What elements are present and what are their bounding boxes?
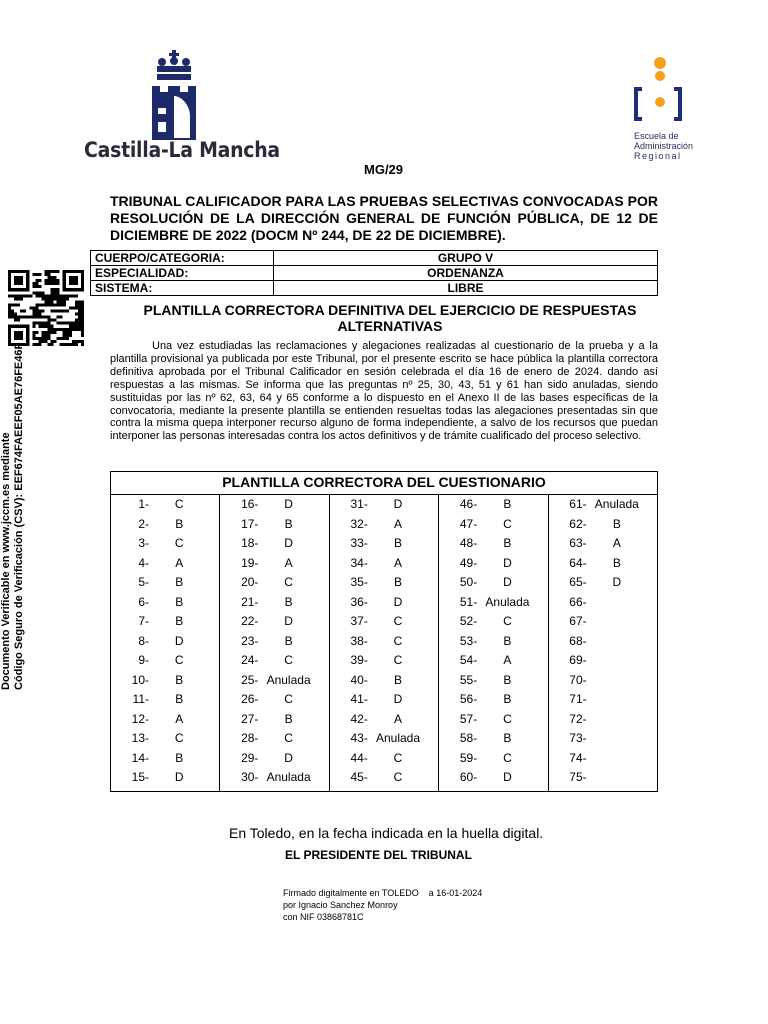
question-number: 75- <box>569 770 587 784</box>
question-number: 1- <box>138 497 149 511</box>
answer-row <box>330 671 438 691</box>
answer-value: D <box>393 497 403 511</box>
answer-row <box>439 495 547 515</box>
answer-value: C <box>503 614 512 628</box>
question-number: 45- <box>350 770 368 784</box>
answer-value: B <box>503 633 512 648</box>
answer-value: B <box>394 672 403 687</box>
answer-value <box>589 671 657 691</box>
answer-value: D <box>284 497 293 511</box>
answer-value: Anulada <box>266 770 311 784</box>
signature-line: con NIF 03868781C <box>283 912 364 922</box>
question-number: 47- <box>459 516 478 531</box>
answer-row <box>111 671 219 691</box>
question-number: 73- <box>569 731 587 745</box>
answer-value: C <box>393 653 403 667</box>
answer-value: B <box>284 516 293 531</box>
question-number: 69- <box>569 653 587 667</box>
question-number: 71- <box>569 692 587 706</box>
question-number: 50- <box>459 575 478 589</box>
question-number: 55- <box>459 672 478 687</box>
signature-line <box>283 887 482 899</box>
question-number: 40- <box>350 672 368 687</box>
answer-value: A <box>612 536 621 550</box>
question-number: 56- <box>459 692 478 706</box>
answer-row <box>549 632 657 652</box>
answer-row <box>111 768 219 788</box>
answer-row <box>220 749 328 769</box>
answer-value: C <box>393 770 403 784</box>
answer-row <box>549 651 657 671</box>
question-number: 4- <box>138 555 149 570</box>
answer-row <box>330 632 438 652</box>
answer-value <box>589 612 657 632</box>
answer-value: D <box>174 770 184 784</box>
question-number: 32- <box>350 516 368 531</box>
answer-row <box>549 573 657 593</box>
question-number: 3- <box>138 536 149 550</box>
question-number: 5- <box>138 575 149 589</box>
answer-value: D <box>284 750 293 765</box>
answer-column <box>220 495 329 791</box>
answer-row <box>330 593 438 613</box>
answer-value: B <box>612 516 621 531</box>
answer-row <box>111 690 219 710</box>
question-number: 20- <box>241 575 259 589</box>
question-number: 59- <box>459 750 478 765</box>
question-number: 70- <box>569 672 587 687</box>
answer-value: B <box>503 536 512 550</box>
answer-row <box>220 612 328 632</box>
answer-row <box>330 612 438 632</box>
question-number: 7- <box>138 614 149 628</box>
escuela-administracion-logo <box>626 55 694 167</box>
answer-row <box>549 593 657 613</box>
answer-value: B <box>503 731 512 745</box>
answer-value: B <box>503 497 512 511</box>
answer-value <box>589 768 657 788</box>
answer-value: B <box>175 575 184 589</box>
answer-row <box>220 573 328 593</box>
document-title: TRIBUNAL CALIFICADOR PARA LAS PRUEBAS SELECTIVAS CONVOCADAS POR RESOLUCIÓN DE LA DIRECCIÓN GENERAL DE FUNCIÓN PÚBLICA, DE 12 DE DICIEMBRE DE 2022 (DOCM Nº 244, DE 22 DE DICIEMBRE). <box>110 193 658 243</box>
answer-row <box>330 534 438 554</box>
answer-value: A <box>284 555 293 570</box>
info-value: GRUPO V <box>274 251 658 266</box>
answer-value: Anulada <box>594 497 639 511</box>
answer-value: D <box>174 633 184 648</box>
answer-row <box>220 515 328 535</box>
question-number: 44- <box>350 750 368 765</box>
answer-row <box>111 651 219 671</box>
question-number: 49- <box>459 555 478 570</box>
verification-sidebar <box>0 342 40 690</box>
answer-row <box>111 573 219 593</box>
answer-value: D <box>284 614 293 628</box>
ear-emblem-icon <box>630 55 686 127</box>
section-title: PLANTILLA CORRECTORA DEFINITIVA DEL EJERCICIO DE RESPUESTAS ALTERNATIVAS <box>143 302 637 334</box>
question-number: 11- <box>132 692 149 706</box>
info-label: ESPECIALIDAD: <box>91 266 274 281</box>
answer-row <box>220 495 328 515</box>
answer-value: B <box>503 692 512 706</box>
answer-row <box>439 729 547 749</box>
signature-date: a 16-01-2024 <box>428 888 483 898</box>
answer-value: C <box>174 497 184 511</box>
answer-value: Anulada <box>375 731 421 745</box>
logo-wordmark: Castilla-La Mancha <box>84 138 280 162</box>
answer-value: B <box>175 614 184 628</box>
question-number: 64- <box>569 555 587 570</box>
verification-line-2: Código Seguro de Verificación (CSV): EEF674FAEEF05AE76FE46F <box>13 342 25 690</box>
answer-row <box>549 612 657 632</box>
answer-value: D <box>612 575 622 589</box>
question-number: 57- <box>459 711 478 726</box>
question-number: 61- <box>569 497 587 511</box>
question-number: 23- <box>241 633 259 648</box>
question-number: 60- <box>459 770 478 784</box>
answer-value: A <box>394 555 403 570</box>
document-code: MG/29 <box>364 162 404 177</box>
question-number: 8- <box>138 633 149 648</box>
question-number: 12- <box>131 711 149 726</box>
answer-value: C <box>503 750 512 765</box>
answer-value: B <box>175 594 184 609</box>
question-number: 36- <box>350 594 368 609</box>
question-number: 2- <box>138 516 149 531</box>
answer-row <box>549 749 657 769</box>
question-number: 46- <box>459 497 478 511</box>
question-number: 65- <box>569 575 587 589</box>
answer-value: A <box>503 653 512 667</box>
table-row <box>91 251 658 266</box>
info-value: LIBRE <box>274 281 658 296</box>
answer-value: A <box>175 711 184 726</box>
answer-value: B <box>394 536 403 550</box>
question-number: 25- <box>241 672 259 687</box>
qr-code-icon <box>8 270 84 346</box>
answer-row <box>549 768 657 788</box>
answer-row <box>330 515 438 535</box>
ear-wordmark <box>634 131 693 161</box>
question-number: 21- <box>241 594 259 609</box>
answer-value: D <box>503 770 512 784</box>
answer-value: C <box>174 653 184 667</box>
ear-line-1: Escuela de <box>634 131 679 141</box>
answer-value <box>589 749 657 769</box>
question-number: 58- <box>459 731 478 745</box>
answer-value: C <box>284 692 293 706</box>
ear-line-2: Administración <box>634 141 694 151</box>
answer-value: A <box>175 555 184 570</box>
answer-value: A <box>394 711 403 726</box>
answer-row <box>439 515 547 535</box>
answer-row <box>549 671 657 691</box>
table-row <box>91 266 658 281</box>
answer-row <box>439 651 547 671</box>
answer-value: B <box>503 672 512 687</box>
question-number: 24- <box>241 653 259 667</box>
place-date-text: En Toledo, en la fecha indicada en la huella digital. <box>229 825 544 841</box>
table-row <box>91 281 658 296</box>
answer-row <box>111 593 219 613</box>
answer-value: B <box>284 711 293 726</box>
question-number: 52- <box>459 614 478 628</box>
answer-value: Anulada <box>266 672 311 687</box>
answer-row <box>549 690 657 710</box>
answer-value: D <box>393 594 403 609</box>
question-number: 63- <box>569 536 587 550</box>
question-number: 30- <box>241 770 259 784</box>
answer-value: B <box>394 575 403 589</box>
answer-row <box>111 710 219 730</box>
info-value: ORDENANZA <box>274 266 658 281</box>
answer-value: B <box>284 594 293 609</box>
answer-value: D <box>503 575 512 589</box>
question-number: 6- <box>138 594 149 609</box>
question-number: 43- <box>350 731 368 745</box>
question-number: 19- <box>241 555 259 570</box>
info-table <box>90 250 658 296</box>
answer-row <box>330 749 438 769</box>
question-number: 14- <box>131 750 149 765</box>
question-number: 15- <box>131 770 149 784</box>
answer-row <box>220 710 328 730</box>
question-number: 26- <box>241 692 259 706</box>
question-number: 27- <box>241 711 259 726</box>
answer-value <box>589 710 657 730</box>
answer-row <box>439 612 547 632</box>
answer-value: C <box>174 536 184 550</box>
ear-line-3: Regional <box>634 151 682 161</box>
answer-row <box>549 515 657 535</box>
intro-paragraph <box>110 340 658 443</box>
answer-column <box>549 495 657 791</box>
crown-icon <box>154 50 194 82</box>
answer-row <box>111 729 219 749</box>
castilla-la-mancha-logo <box>84 50 280 165</box>
answer-row <box>549 729 657 749</box>
answer-row <box>439 632 547 652</box>
answer-value <box>589 729 657 749</box>
question-number: 42- <box>350 711 368 726</box>
signature-line: por Ignacio Sanchez Monroy <box>283 900 398 910</box>
answer-value: B <box>175 750 184 765</box>
answer-row <box>220 690 328 710</box>
answer-value: C <box>503 516 512 531</box>
digital-signature <box>283 887 482 923</box>
answer-row <box>220 632 328 652</box>
question-number: 29- <box>241 750 259 765</box>
answer-value: C <box>284 731 293 745</box>
answer-column <box>111 495 220 791</box>
answer-row <box>220 593 328 613</box>
answer-value: A <box>394 516 403 531</box>
answer-row <box>439 710 547 730</box>
question-number: 34- <box>350 555 368 570</box>
answer-row <box>220 651 328 671</box>
answer-value: C <box>503 711 512 726</box>
answer-row <box>111 749 219 769</box>
question-number: 62- <box>569 516 587 531</box>
castle-icon <box>150 82 198 142</box>
question-number: 37- <box>350 614 368 628</box>
answer-table <box>110 471 658 792</box>
answer-row <box>330 729 438 749</box>
answer-row <box>220 729 328 749</box>
answer-row <box>220 768 328 788</box>
answer-value <box>589 593 657 613</box>
answer-value: D <box>393 692 403 706</box>
question-number: 18- <box>241 536 259 550</box>
answer-value: D <box>284 536 293 550</box>
question-number: 16- <box>241 497 259 511</box>
answer-row <box>111 515 219 535</box>
question-number: 72- <box>569 711 587 726</box>
answer-row <box>330 690 438 710</box>
intro-text: Una vez estudiadas las reclamaciones y alegaciones realizadas al cuestionario de la prueba y a la plantilla provisional ya publicada por este Tribunal, por el presente escrito se hace pública la plantilla correctora definitiva aprobada por el Tribunal Calificador en sesión celebrada el día 16 de enero de 2024. dando así respuestas a las mismas. Se informa que las preguntas nº 25, 30, 43, 51 y 61 han sido anuladas, siendo sustituidas por las nº 62, 63, 64 y 65 conforme a lo dispuesto en el Anexo II de las bases específicas de la convocatoria, mediante la presente plantilla se entienden resueltas todas las alegaciones presentadas sin que contra la misma quepa interponer recurso alguno de forma independiente, a salvo de los recursos que puedan interponer las personas interesadas contra los actos definitivos y de trámite cualificado del proceso selectivo. <box>110 340 658 443</box>
question-number: 17- <box>241 516 259 531</box>
answer-row <box>439 554 547 574</box>
answer-value: C <box>393 614 403 628</box>
question-number: 41- <box>350 692 368 706</box>
answer-value: C <box>174 731 184 745</box>
answer-column <box>439 495 548 791</box>
answer-row <box>549 710 657 730</box>
verification-text <box>0 343 26 690</box>
question-number: 35- <box>350 575 368 589</box>
question-number: 67- <box>569 614 587 628</box>
answer-row <box>220 554 328 574</box>
answer-row <box>549 534 657 554</box>
question-number: 33- <box>350 536 368 550</box>
answer-value: Anulada <box>485 594 530 609</box>
answer-row <box>439 671 547 691</box>
answer-row <box>111 612 219 632</box>
answer-row <box>220 534 328 554</box>
answer-row <box>111 495 219 515</box>
answer-row <box>111 632 219 652</box>
question-number: 22- <box>241 614 259 628</box>
question-number: 68- <box>569 633 587 648</box>
signature-place: Firmado digitalmente en TOLEDO <box>283 888 419 898</box>
answer-row <box>111 554 219 574</box>
answer-value: B <box>612 555 621 570</box>
answer-row <box>220 671 328 691</box>
answer-row <box>330 554 438 574</box>
question-number: 31- <box>350 497 368 511</box>
answer-row <box>439 573 547 593</box>
answer-row <box>549 554 657 574</box>
question-number: 48- <box>459 536 478 550</box>
answer-value: B <box>175 692 184 706</box>
answer-value <box>589 632 657 652</box>
question-number: 28- <box>241 731 259 745</box>
answer-row <box>439 690 547 710</box>
answer-value: B <box>175 516 184 531</box>
answer-row <box>330 710 438 730</box>
answer-value <box>589 690 657 710</box>
answer-row <box>439 768 547 788</box>
answer-row <box>330 651 438 671</box>
question-number: 54- <box>459 653 478 667</box>
info-label: SISTEMA: <box>91 281 274 296</box>
answer-table-title: PLANTILLA CORRECTORA DEL CUESTIONARIO <box>111 472 657 495</box>
answer-row <box>439 593 547 613</box>
question-number: 10- <box>131 672 149 687</box>
signer-title: EL PRESIDENTE DEL TRIBUNAL <box>285 848 472 862</box>
answer-row <box>330 573 438 593</box>
answer-row <box>439 534 547 554</box>
answer-value: C <box>393 750 403 765</box>
question-number: 74- <box>569 750 587 765</box>
question-number: 53- <box>459 633 478 648</box>
answer-value: C <box>284 653 293 667</box>
answer-value: B <box>284 633 293 648</box>
answer-value: B <box>175 672 184 687</box>
answer-row <box>330 495 438 515</box>
answer-row <box>549 495 657 515</box>
question-number: 9- <box>138 653 149 667</box>
answer-row <box>439 749 547 769</box>
answer-value <box>589 651 657 671</box>
answer-value: C <box>284 575 293 589</box>
answer-column <box>330 495 439 791</box>
answer-grid <box>111 495 657 791</box>
answer-row <box>330 768 438 788</box>
answer-value: C <box>393 633 403 648</box>
info-label: CUERPO/CATEGORIA: <box>91 251 274 266</box>
question-number: 51- <box>459 594 478 609</box>
question-number: 38- <box>350 633 368 648</box>
answer-row <box>111 534 219 554</box>
question-number: 66- <box>569 594 587 609</box>
question-number: 13- <box>131 731 149 745</box>
verification-line-1: Documento Verificable en www.jccm.es mediante <box>0 432 12 690</box>
question-number: 39- <box>350 653 368 667</box>
answer-value: D <box>503 555 512 570</box>
